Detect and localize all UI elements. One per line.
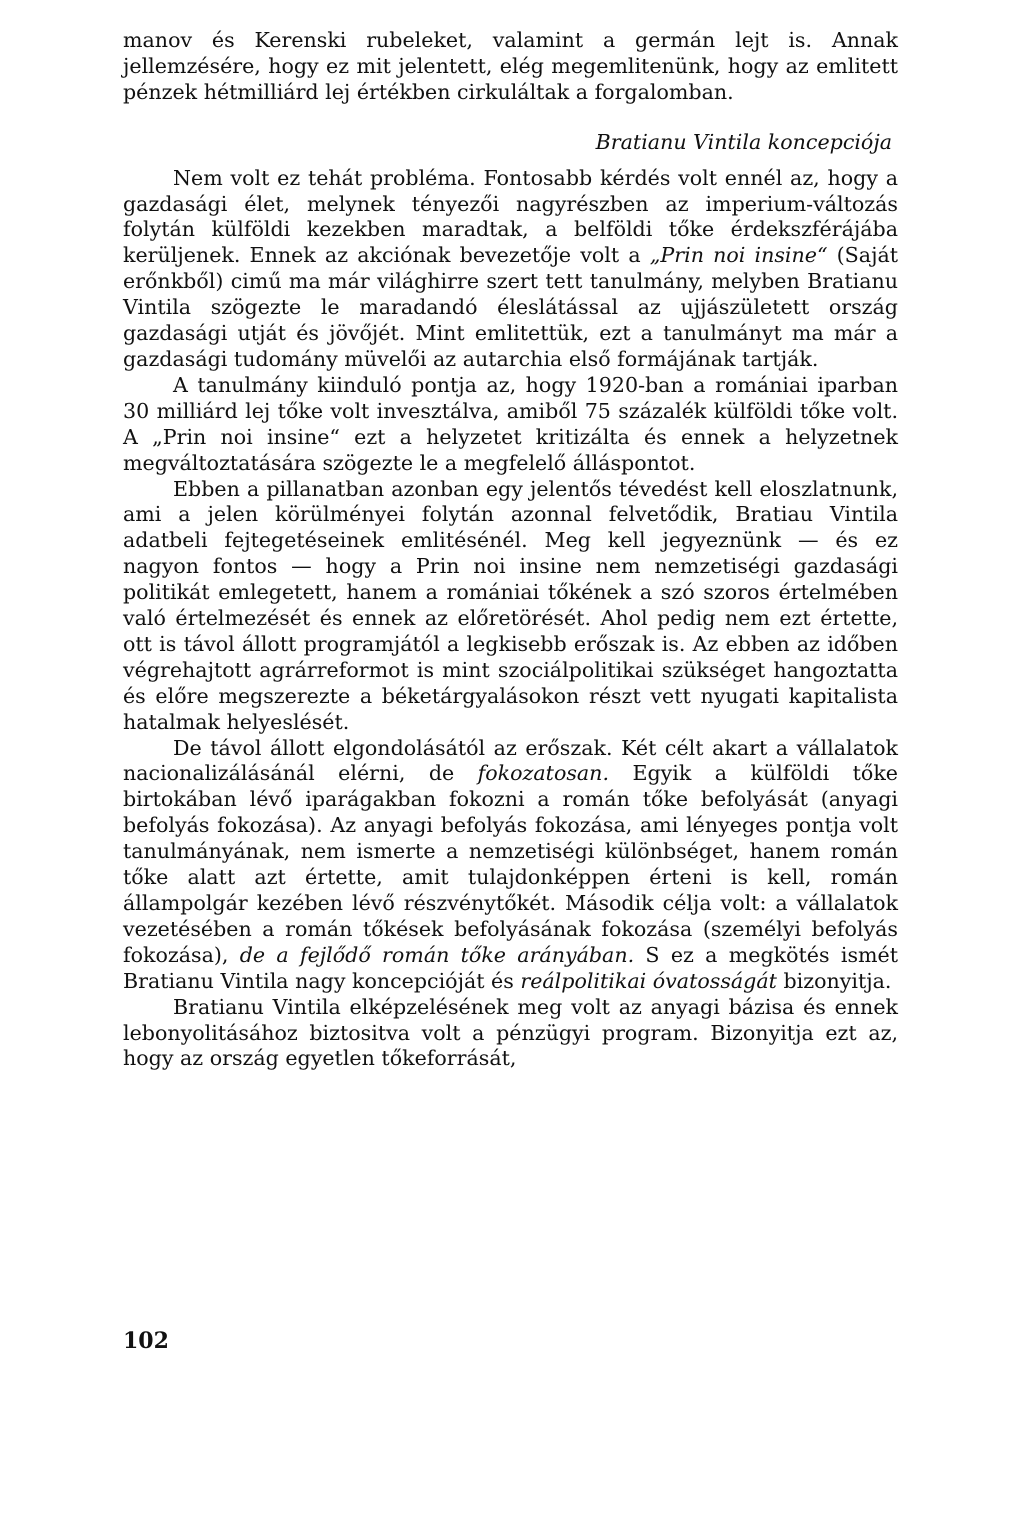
paragraph: Ebben a pillanatban azonban egy jelentős tévedést kell eloszlatnunk, ami a jelen körülményei folytán azonnal felvetődik, Bratiau Vintila adatbeli fejtegetéseinek emlitésénél. Meg kell jegyeznünk — és ez nagyon fontos — hogy a Prin noi insine nem nemzetiségi gazdasági politikát emlegetett, hanem a romániai tőkének a szó szoros értelmében való értelmezését és ennek az előretörését. Ahol pedig nem ezt értette, ott is távol állott programjától a legkisebb erőszak is. Az ebben az időben végrehajtott agrárreformot is mint szociálpolitikai szükséget hangoztatta és előre megszerezte a béketárgyalásokon részt vett nyugati kapitalista hatalmak helyeslését. — [123, 476, 898, 734]
emphasis: fokozatosan. — [477, 761, 609, 786]
paragraph-text: (Saját erőnkből) cimű ma már világhirre szert tett tanulmány, melyben Bratianu Vintila szögezte le maradandó éleslátással az ujjászületett ország gazdasági utját és jövőjét. Mint emlitettük, ezt a tanulmányt ma már a gazdasági tudomány müvelői az autarchia első formájának tartják. — [123, 243, 899, 371]
paragraph: Bratianu Vintila elképzelésének meg volt az anyagi bázisa és ennek lebonyolitásához biztositva volt a pénzügyi program. Bizonyitja ezt az, hogy az ország egyetlen tőkeforrását, — [123, 994, 898, 1071]
paragraph-text: Egyik a külföldi tőke birtokában lévő iparágakban fokozni a román tőke befolyását (anyagi befolyás fokozása). Az anyagi befolyás fokozása, ami lényeges pontja volt tanulmányának, nem ismerte a nemzetiségi különbséget, hanem román tőke alatt azt értette, amit tulajdonképpen érteni is kell, román állampolgár kezében lévő részvénytőkét. Második célja volt: a vállalatok vezetésében a román tőkések befolyásának fokozása (személyi befolyás fokozása), — [123, 761, 898, 967]
paragraph — [123, 736, 898, 995]
emphasis: de a fejlődő román tőke arányában. — [239, 942, 635, 967]
page-number: 102 — [123, 1328, 169, 1354]
paragraph — [123, 166, 898, 373]
paragraph-text: De távol állott elgondolásától az erőszak. Két célt akart a vállalatok nacionalizálásánál elérni, de — [123, 735, 898, 786]
quoted-title: „Prin noi insine“ — [649, 243, 828, 268]
page-body — [123, 28, 898, 1072]
section-subheading: Bratianu Vintila koncepciója — [595, 129, 892, 154]
emphasis: reálpolitikai óvatosságát — [520, 968, 777, 993]
paragraph-text: S ez a megkötés ismét Bratianu Vintila nagy koncepcióját és — [123, 942, 898, 993]
paragraph-text: bizonyitja. — [776, 968, 892, 993]
paragraph-text: Nem volt ez tehát probléma. Fontosabb kérdés volt ennél az, hogy a gazdasági élet, melynek tényezői nagyrészben az imperium-változás folytán külföldi kezekben maradtak, a belföldi tőke érdekszférájába kerüljenek. Ennek az akciónak bevezetője volt a — [123, 165, 898, 268]
paragraph: A tanulmány kiinduló pontja az, hogy 1920-ban a romániai iparban 30 milliárd lej tőke volt invesztálva, amiből 75 százalék külföldi tőke volt. A „Prin noi insine“ ezt a helyzetet kritizálta és ennek a helyzetnek megváltoztatására szögezte le a megfelelő álláspontot. — [123, 372, 898, 475]
paragraph-continuation: manov és Kerenski rubeleket, valamint a germán lejt is. Annak jellemzésére, hogy ez mit jelentett, elég megemlitenünk, hogy az emlitett pénzek hétmilliárd lej értékben cirkuláltak a forgalomban. — [123, 28, 898, 104]
